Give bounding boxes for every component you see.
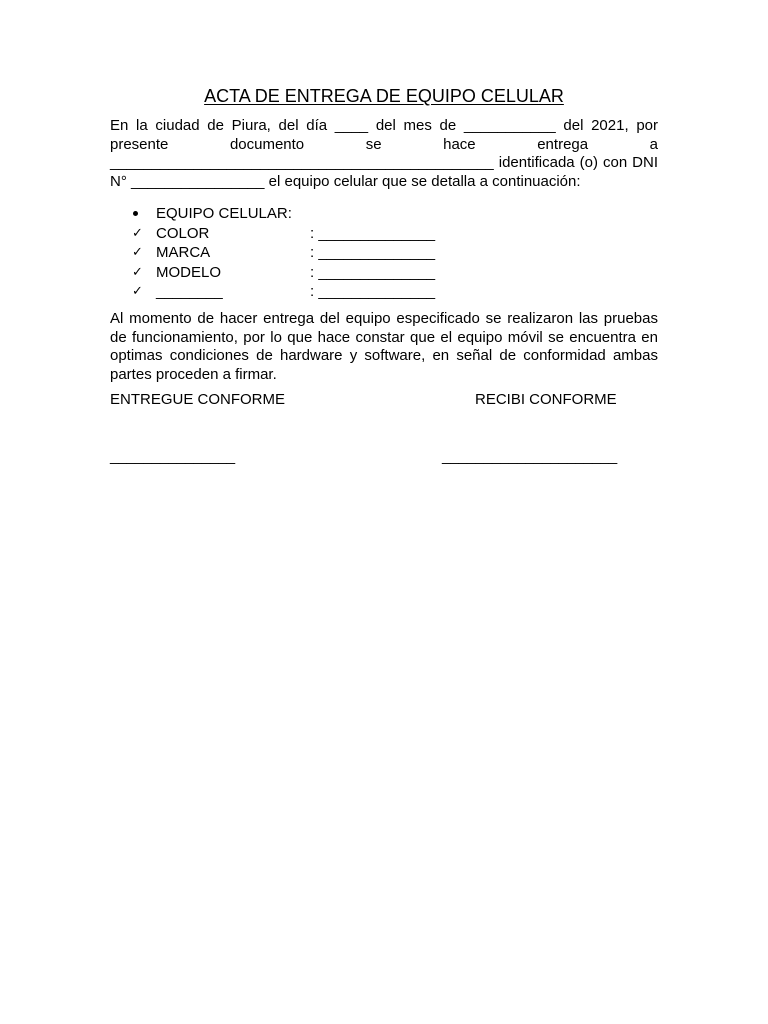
item-label: MODELO bbox=[156, 263, 222, 281]
item-value-blank: : ______________ bbox=[310, 224, 436, 242]
document-title: ACTA DE ENTREGA DE EQUIPO CELULAR bbox=[204, 86, 564, 106]
signature-line-received: _____________________ bbox=[442, 448, 618, 465]
signature-label-received: RECIBI CONFORME bbox=[475, 391, 617, 408]
item-label: MARCA bbox=[156, 244, 211, 261]
checkmark-icon: ✓ bbox=[132, 264, 143, 280]
signature-line-delivered: _______________ bbox=[110, 448, 236, 465]
checkmark-icon: ✓ bbox=[132, 245, 143, 260]
item-value-blank: : ______________ bbox=[310, 283, 436, 300]
item-label: COLOR bbox=[156, 224, 210, 242]
item-value-blank: : ______________ bbox=[310, 263, 436, 281]
signature-label-delivered: ENTREGUE CONFORME bbox=[110, 391, 286, 408]
equipment-list bbox=[132, 204, 532, 302]
checkmark-icon: ✓ bbox=[132, 284, 143, 299]
item-label: ________ bbox=[156, 283, 223, 300]
list-item-color bbox=[132, 224, 532, 244]
equipment-list-header-label: EQUIPO CELULAR: bbox=[156, 205, 292, 222]
equipment-list-header bbox=[132, 204, 532, 224]
list-item-model bbox=[132, 263, 532, 283]
checkmark-icon: ✓ bbox=[132, 225, 143, 241]
bullet-icon bbox=[132, 204, 146, 224]
list-item-blank bbox=[132, 282, 532, 302]
intro-paragraph: En la ciudad de Piura, del día ____ del mes de ___________ del 2021, por presente documento se hace entrega a ______________________________________________ identificada (o) con DNI N° ________________ el equipo celular que se detalla a continuación: bbox=[110, 117, 658, 191]
closing-paragraph: Al momento de hacer entrega del equipo especificado se realizaron las pruebas de funcionamiento, por lo que hace constar que el equipo móvil se encuentra en optimas condiciones de hardware y software, en señal de conformidad ambas partes proceden a firmar. bbox=[110, 310, 658, 384]
item-value-blank: : ______________ bbox=[310, 244, 436, 261]
list-item-brand bbox=[132, 243, 532, 263]
